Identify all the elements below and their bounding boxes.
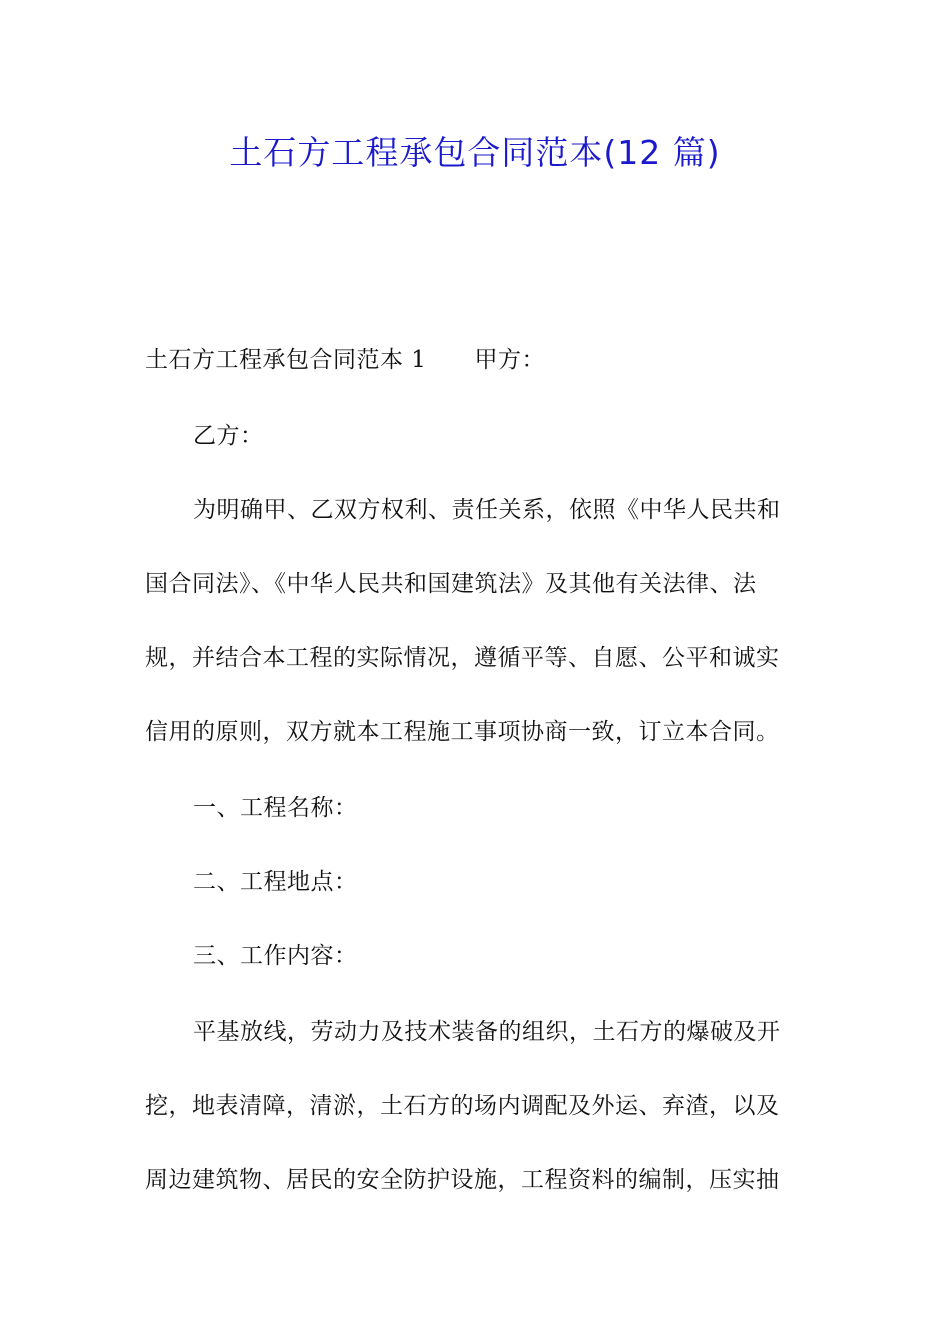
- work-line-2: 挖，地表清障，清淤，土石方的场内调配及外运、弃渣，以及: [145, 1093, 780, 1119]
- intro-line-1: 为明确甲、乙双方权利、责任关系，依照《中华人民共和: [193, 497, 781, 523]
- party-a-label: 甲方：: [474, 347, 545, 373]
- item-project-location: 二、工程地点：: [193, 869, 358, 895]
- party-b-label: 乙方：: [193, 423, 264, 449]
- intro-line-3: 规，并结合本工程的实际情况，遵循平等、自愿、公平和诚实: [145, 645, 780, 671]
- intro-line-2: 国合同法》、《中华人民共和国建筑法》及其他有关法律、法: [145, 571, 757, 597]
- contract-heading: 土石方工程承包合同范本 1: [145, 347, 427, 373]
- work-line-3: 周边建筑物、居民的安全防护设施，工程资料的编制，压实抽: [145, 1167, 780, 1193]
- document-title: 土石方工程承包合同范本(12 篇): [229, 133, 721, 172]
- item-work-content: 三、工作内容：: [193, 943, 358, 969]
- item-project-name: 一、工程名称：: [193, 795, 358, 821]
- intro-line-4: 信用的原则，双方就本工程施工事项协商一致，订立本合同。: [145, 719, 780, 745]
- heading-line: [145, 342, 810, 378]
- work-line-1: 平基放线，劳动力及技术装备的组织，土石方的爆破及开: [193, 1019, 781, 1045]
